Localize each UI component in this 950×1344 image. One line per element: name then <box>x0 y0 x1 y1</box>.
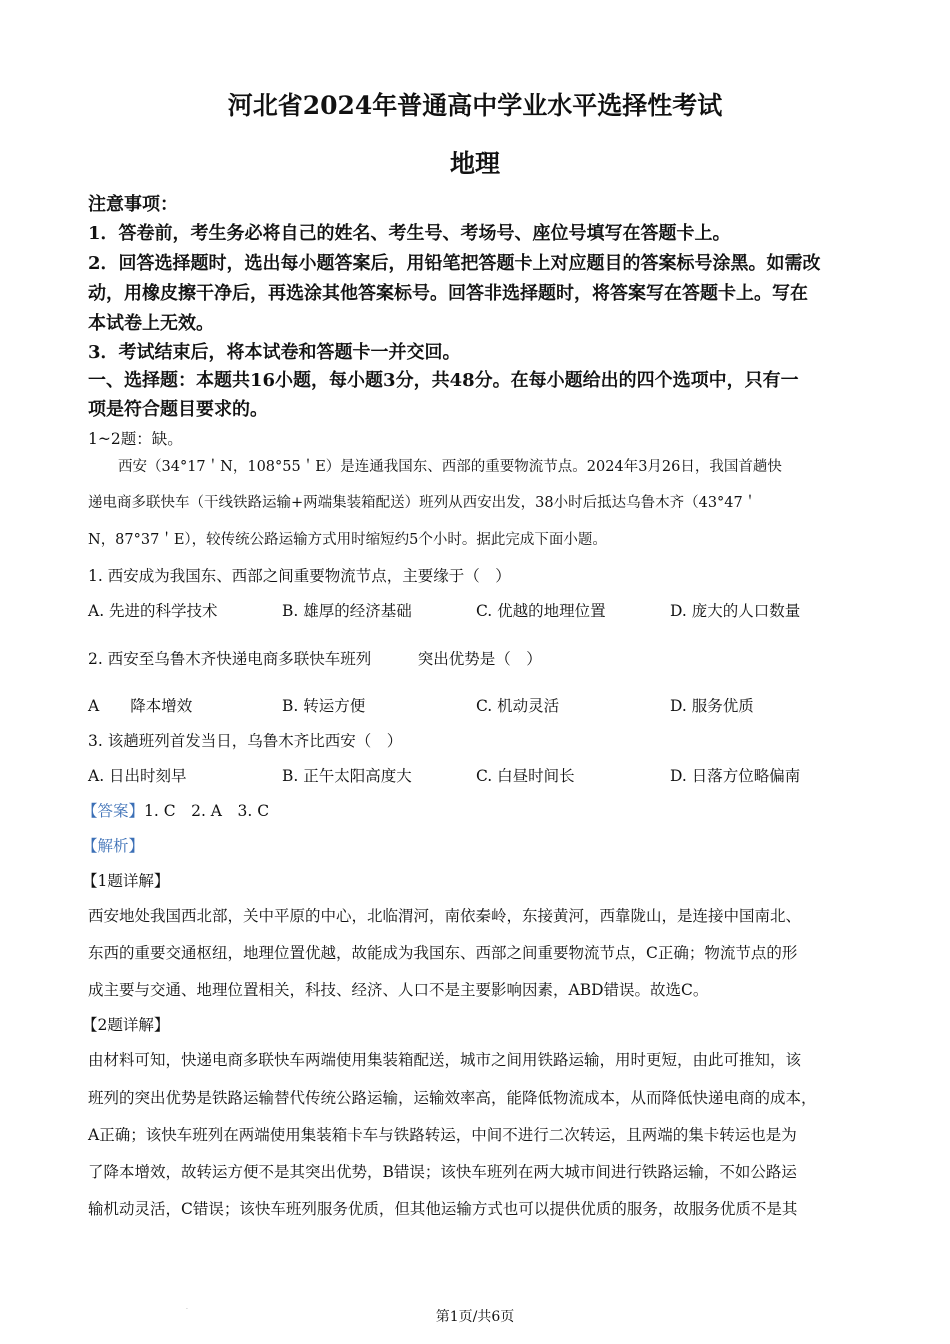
section-heading: 一、选择题：本题共16小题，每小题3分，共48分。在每小题给出的四个选项中，只有一 <box>88 370 799 391</box>
detail-1-line: 西安地处我国西北部，关中平原的中心，北临渭河，南依秦岭，东接黄河，西靠陇山，是连接中国南北、 <box>88 907 802 925</box>
q1-option-c: C. 优越的地理位置 <box>476 602 606 620</box>
q1-option-d: D. 庞大的人口数量 <box>670 602 801 620</box>
detail-2-line: 输机动灵活，C错误；该快车班列服务优质，但其他运输方式也可以提供优质的服务，故服务优质不是其 <box>88 1200 798 1218</box>
notice-line: 3．考试结束后，将本试卷和答题卡一并交回。 <box>88 342 461 363</box>
answer-label: 【答案】 <box>82 802 145 820</box>
notice-line: 本试卷上无效。 <box>88 313 214 334</box>
q1-option-b: B. 雄厚的经济基础 <box>282 602 412 620</box>
question-3-stem: 3. 该趟班列首发当日，乌鲁木齐比西安（ ） <box>88 732 403 750</box>
answer-text: 1. C 2. A 3. C <box>144 802 270 820</box>
q3-option-d: D. 日落方位略偏南 <box>670 767 801 785</box>
detail-1-line: 东西的重要交通枢纽，地理位置优越，故能成为我国东、西部之间重要物流节点，C正确；物流节点的形 <box>88 944 798 962</box>
notice-line: 动，用橡皮擦干净后，再选涂其他答案标号。回答非选择题时，将答案写在答题卡上。写在 <box>88 283 808 304</box>
q2-option-c: C. 机动灵活 <box>476 697 560 715</box>
detail-1-label: 【1题详解】 <box>82 872 170 890</box>
notice-line: 2．回答选择题时，选出每小题答案后，用铅笔把答题卡上对应题目的答案标号涂黑。如需改 <box>88 253 821 274</box>
q3-option-a: A. 日出时刻早 <box>88 767 187 785</box>
detail-2-line: A正确；该快车班列在两端使用集装箱卡车与铁路转运，中间不进行二次转运，且两端的集卡转运也是为 <box>88 1126 797 1144</box>
q2-option-d: D. 服务优质 <box>670 697 754 715</box>
exam-title: 河北省2024年普通高中学业水平选择性考试 <box>227 91 723 120</box>
notice-heading: 注意事项： <box>88 194 178 215</box>
notice-line: 1．答卷前，考生务必将自己的姓名、考生号、考场号、座位号填写在答题卡上。 <box>88 223 731 244</box>
q1-option-a: A. 先进的科学技术 <box>88 602 218 620</box>
q3-option-b: B. 正午太阳高度大 <box>282 767 412 785</box>
missing-note: 1~2题：缺。 <box>88 430 183 448</box>
subject-title: 地理 <box>449 149 500 178</box>
question-1-stem: 1. 西安成为我国东、西部之间重要物流节点，主要缘于（ ） <box>88 567 511 585</box>
answer-line <box>82 799 269 821</box>
page-footer: 第1页/共6页 <box>435 1309 515 1325</box>
q3-option-c: C. 白昼时间长 <box>476 767 575 785</box>
detail-2-line: 由材料可知，快递电商多联快车两端使用集装箱配送，城市之间用铁路运输，用时更短，由此可推知，该 <box>88 1051 802 1069</box>
detail-2-line: 了降本增效，故转运方便不是其突出优势，B错误；该快车班列在两大城市间进行铁路运输，不如公路运 <box>88 1163 797 1181</box>
detail-2-label: 【2题详解】 <box>82 1016 170 1034</box>
q2-option-b: B. 转运方便 <box>282 697 366 715</box>
section-heading: 项是符合题目要求的。 <box>88 399 268 420</box>
analysis-label: 【解析】 <box>82 837 145 855</box>
q2-option-a: A 降本增效 <box>88 697 193 715</box>
page-mark: . <box>186 1304 188 1311</box>
passage-line: 西安（34°17＇N，108°55＇E）是连通我国东、西部的重要物流节点。2024年3月26日，我国首趟快 <box>118 459 782 475</box>
detail-1-line: 成主要与交通、地理位置相关，科技、经济、人口不是主要影响因素，ABD错误。故选C。 <box>88 981 709 999</box>
detail-2-line: 班列的突出优势是铁路运输替代传统公路运输，运输效率高，能降低物流成本，从而降低快递电商的成本， <box>88 1089 817 1107</box>
passage-line: N，87°37＇E），较传统公路运输方式用时缩短约5个小时。据此完成下面小题。 <box>88 532 607 548</box>
passage-line: 递电商多联快车（干线铁路运输+两端集装箱配送）班列从西安出发，38小时后抵达乌鲁木齐（43°47＇ <box>88 495 758 511</box>
question-2-stem: 2. 西安至乌鲁木齐快递电商多联快车班列 突出优势是（ ） <box>88 650 542 668</box>
